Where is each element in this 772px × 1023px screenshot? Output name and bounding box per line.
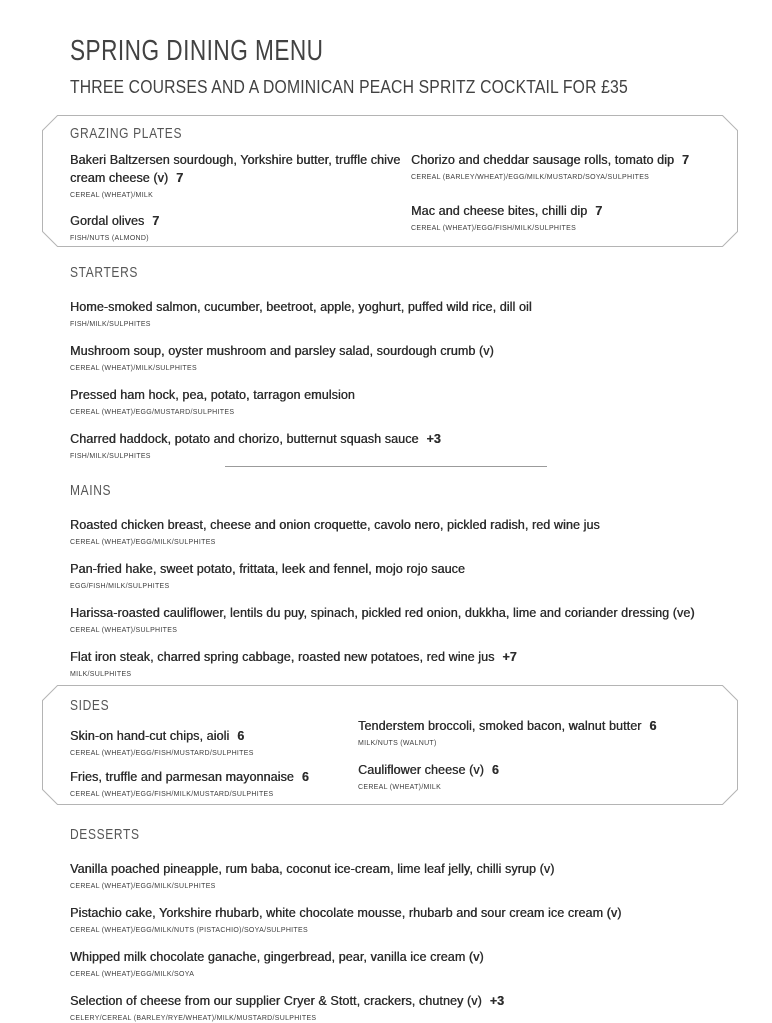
menu-item xyxy=(358,761,728,792)
menu-item xyxy=(70,386,770,417)
item-line xyxy=(70,386,770,404)
menu-item xyxy=(411,202,733,233)
item-price: 7 xyxy=(152,214,160,228)
section-heading xyxy=(70,697,119,715)
sides-left-column xyxy=(70,727,405,809)
sides-right-column xyxy=(358,717,728,805)
item-allergens: CEREAL (WHEAT)/MILK/SULPHITES xyxy=(70,365,197,372)
section-heading-text: SIDES xyxy=(70,697,110,714)
item-allergens: CELERY/CEREAL (BARLEY/RYE/WHEAT)/MILK/MUSTARD/SULPHITES xyxy=(70,1015,317,1022)
menu-item xyxy=(70,727,405,758)
menu-item xyxy=(70,860,770,891)
item-allergens: EGG/FISH/MILK/SULPHITES xyxy=(70,583,170,590)
item-name: Vanilla poached pineapple, rum baba, coconut ice-cream, lime leaf jelly, chilli syrup (v) xyxy=(70,862,555,876)
item-name: Home-smoked salmon, cucumber, beetroot, apple, yoghurt, puffed wild rice, dill oil xyxy=(70,300,532,314)
menu-item xyxy=(70,342,770,373)
item-allergens: CEREAL (WHEAT)/EGG/FISH/MUSTARD/SULPHITES xyxy=(70,750,254,757)
menu-item xyxy=(70,560,770,591)
item-allergens: CEREAL (WHEAT)/EGG/MUSTARD/SULPHITES xyxy=(70,409,235,416)
item-name: Tenderstem broccoli, smoked bacon, walnut butter xyxy=(358,719,642,733)
section-sides xyxy=(42,685,738,805)
item-name: Selection of cheese from our supplier Cryer & Stott, crackers, chutney (v) xyxy=(70,994,482,1008)
item-allergens: CEREAL (WHEAT)/EGG/FISH/MILK/MUSTARD/SULPHITES xyxy=(70,791,274,798)
menu-item xyxy=(411,151,733,182)
section-heading xyxy=(70,482,770,500)
item-line xyxy=(70,430,770,448)
menu-item xyxy=(70,768,405,799)
item-allergens: FISH/MILK/SULPHITES xyxy=(70,453,151,460)
item-line xyxy=(70,727,405,745)
item-price: 6 xyxy=(237,729,245,743)
item-name: Chorizo and cheddar sausage rolls, tomato dip xyxy=(411,153,674,167)
item-allergens: MILK/NUTS (WALNUT) xyxy=(358,740,437,747)
item-line xyxy=(411,202,733,220)
menu-item xyxy=(70,904,770,935)
item-line xyxy=(70,904,770,922)
item-allergens: MILK/SULPHITES xyxy=(70,671,132,678)
section-heading xyxy=(70,264,770,282)
section-divider xyxy=(225,466,547,467)
section-starters xyxy=(70,264,770,474)
item-allergens: CEREAL (WHEAT)/EGG/MILK/SULPHITES xyxy=(70,539,216,546)
item-line xyxy=(70,516,770,534)
section-desserts xyxy=(70,826,770,1023)
item-line xyxy=(358,717,728,735)
item-name: Flat iron steak, charred spring cabbage, roasted new potatoes, red wine jus xyxy=(70,650,495,664)
item-line xyxy=(70,560,770,578)
menu-item xyxy=(70,516,770,547)
grazing-right-column xyxy=(411,151,733,253)
section-mains xyxy=(70,482,770,692)
menu-item xyxy=(70,992,770,1023)
item-allergens: CEREAL (WHEAT)/MILK xyxy=(70,192,154,199)
menu-item xyxy=(70,151,405,200)
item-line xyxy=(70,298,770,316)
item-price: 7 xyxy=(681,153,689,167)
item-price: 6 xyxy=(301,770,309,784)
item-allergens: CEREAL (WHEAT)/MILK xyxy=(358,784,442,791)
menu-item xyxy=(70,948,770,979)
item-name: Skin-on hand-cut chips, aioli xyxy=(70,729,230,743)
item-line xyxy=(70,604,770,622)
item-price: +7 xyxy=(502,650,517,664)
item-name: Charred haddock, potato and chorizo, butternut squash sauce xyxy=(70,432,419,446)
section-heading xyxy=(70,826,770,844)
item-allergens: FISH/MILK/SULPHITES xyxy=(70,321,151,328)
item-allergens: CEREAL (BARLEY/WHEAT)/EGG/MILK/MUSTARD/SOYA/SULPHITES xyxy=(411,174,650,181)
item-name: Fries, truffle and parmesan mayonnaise xyxy=(70,770,294,784)
item-name: Pistachio cake, Yorkshire rhubarb, white chocolate mousse, rhubarb and sour cream ice cream (v) xyxy=(70,906,622,920)
section-heading-text: GRAZING PLATES xyxy=(70,125,183,142)
menu-item xyxy=(70,430,770,461)
section-heading-text: MAINS xyxy=(70,482,112,499)
menu-item xyxy=(70,604,770,635)
item-name: Cauliflower cheese (v) xyxy=(358,763,484,777)
item-allergens: CEREAL (WHEAT)/EGG/MILK/SOYA xyxy=(70,971,195,978)
item-price: 7 xyxy=(176,171,184,185)
menu-item xyxy=(70,298,770,329)
item-allergens: FISH/NUTS (ALMOND) xyxy=(70,235,149,242)
item-line xyxy=(70,860,770,878)
grazing-left-column xyxy=(70,151,405,255)
section-grazing-plates xyxy=(42,115,738,247)
item-name: Pan-fried hake, sweet potato, frittata, leek and fennel, mojo rojo sauce xyxy=(70,562,465,576)
section-heading-text: STARTERS xyxy=(70,264,139,281)
item-name: Bakeri Baltzersen sourdough, Yorkshire butter, truffle chive cream cheese (v) xyxy=(70,153,401,185)
item-line xyxy=(70,648,770,666)
item-price: 6 xyxy=(649,719,657,733)
item-price: +3 xyxy=(489,994,504,1008)
item-name: Gordal olives xyxy=(70,214,145,228)
item-line xyxy=(70,768,405,786)
item-name: Mac and cheese bites, chilli dip xyxy=(411,204,588,218)
item-line xyxy=(70,212,405,230)
item-name: Pressed ham hock, pea, potato, tarragon emulsion xyxy=(70,388,355,402)
item-line xyxy=(411,151,733,169)
item-line xyxy=(70,948,770,966)
menu-item xyxy=(70,212,405,243)
item-price: 6 xyxy=(491,763,499,777)
item-line xyxy=(70,342,770,360)
item-line xyxy=(70,151,405,187)
page-subtitle: THREE COURSES AND A DOMINICAN PEACH SPRITZ COCKTAIL FOR £35 xyxy=(70,76,628,97)
item-name: Mushroom soup, oyster mushroom and parsley salad, sourdough crumb (v) xyxy=(70,344,494,358)
item-name: Whipped milk chocolate ganache, gingerbread, pear, vanilla ice cream (v) xyxy=(70,950,484,964)
item-name: Roasted chicken breast, cheese and onion croquette, cavolo nero, pickled radish, red wine jus xyxy=(70,518,600,532)
item-allergens: CEREAL (WHEAT)/EGG/FISH/MILK/SULPHITES xyxy=(411,225,577,232)
menu-item xyxy=(358,717,728,748)
item-name: Harissa-roasted cauliflower, lentils du puy, spinach, pickled red onion, dukkha, lime and coriander dressing (ve) xyxy=(70,606,695,620)
item-line xyxy=(70,992,770,1010)
item-allergens: CEREAL (WHEAT)/EGG/MILK/SULPHITES xyxy=(70,883,216,890)
page-title: SPRING DINING MENU xyxy=(70,35,324,67)
item-allergens: CEREAL (WHEAT)/EGG/MILK/NUTS (PISTACHIO)/SOYA/SULPHITES xyxy=(70,927,308,934)
menu-item xyxy=(70,648,770,679)
item-price: 7 xyxy=(595,204,603,218)
section-heading xyxy=(70,125,210,143)
item-price: +3 xyxy=(426,432,441,446)
item-allergens: CEREAL (WHEAT)/SULPHITES xyxy=(70,627,178,634)
section-heading-text: DESSERTS xyxy=(70,826,140,843)
item-line xyxy=(358,761,728,779)
